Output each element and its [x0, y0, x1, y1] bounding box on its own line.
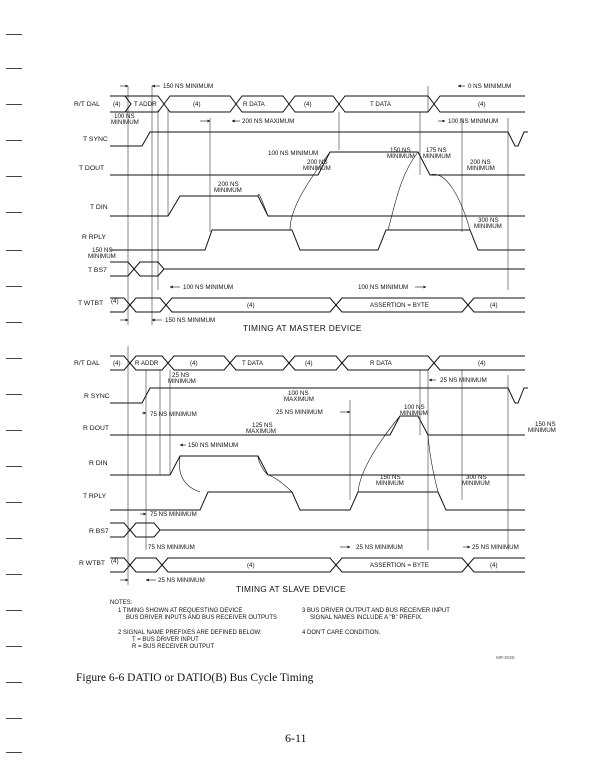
- slave-dal-waveform: [110, 356, 525, 370]
- slave-wtbt-dontcare-1: (4): [111, 558, 119, 565]
- slave-sync-waveform: [110, 388, 528, 403]
- notes-header: NOTES:: [110, 600, 133, 606]
- master-dal-dontcare-3: (4): [304, 101, 312, 108]
- notes: [110, 600, 450, 650]
- master-rply-waveform: [110, 230, 525, 250]
- master-dal-dontcare-1: (4): [113, 101, 121, 108]
- master-dal-dontcare-4: (4): [478, 101, 486, 108]
- signal-t-wtbt: T WTBT: [78, 300, 104, 307]
- slave-dal-dontcare-2: (4): [190, 360, 198, 367]
- master-label-100ns-l2: MINIMUM: [111, 119, 139, 126]
- slave-label-25ns-w2: 25 NS MINIMUM: [472, 544, 519, 551]
- signal-rt-dal: R/T DAL: [74, 101, 100, 108]
- slave-label-125ns-l2: MAXIMUM: [246, 428, 276, 435]
- note-1-line-1: 1 TIMING SHOWN AT REQUESTING DEVICE: [118, 608, 243, 614]
- master-wtbt-dontcare-3: (4): [490, 302, 498, 309]
- note-1-line-2: BUS DRIVER INPUTS AND BUS RECEIVER OUTPUTS: [126, 615, 278, 621]
- slave-dal-addr: R ADDR: [135, 360, 159, 367]
- slave-wtbt-dontcare-2: (4): [247, 562, 255, 569]
- slave-label-75ns-c: 75 NS MINIMUM: [148, 544, 195, 551]
- slave-wtbt-waveform: [110, 558, 525, 572]
- figure-id-code: MR-6026: [496, 655, 515, 660]
- master-dal-waveform: [110, 96, 525, 112]
- master-label-150ns: 150 NS MINIMUM: [163, 83, 214, 90]
- master-dal-addr: T ADDR: [134, 101, 157, 108]
- master-title: TIMING AT MASTER DEVICE: [243, 323, 362, 333]
- note-3-line-1: 3 BUS DRIVER OUTPUT AND BUS RECEIVER INPUT: [302, 608, 450, 614]
- figure-caption: Figure 6-6 DATIO or DATIO(B) Bus Cycle Timing: [76, 672, 314, 684]
- note-4: 4 DON'T CARE CONDITION.: [302, 630, 381, 636]
- master-label-200ns-b-l1: 200 NS: [470, 159, 491, 166]
- note-2-line-3: R = BUS RECEIVER OUTPUT: [132, 644, 215, 650]
- slave-dout-waveform: [110, 416, 525, 435]
- slave-label-125ns-l1: 125 NS: [252, 422, 273, 429]
- signal-t-bs7: T BS7: [88, 267, 107, 274]
- signal-r-dout: R DOUT: [83, 425, 110, 432]
- slave-label-300ns-l2: MINIMUM: [462, 480, 490, 487]
- signal-r-sync: R SYNC: [84, 393, 110, 400]
- master-label-200ns-l2: MINIMUM: [303, 165, 331, 172]
- master-label-200ns-l1: 200 NS: [307, 159, 328, 166]
- master-bs7-waveform: [110, 262, 525, 276]
- slave-label-25ns-right: 25 NS MINIMUM: [440, 377, 487, 384]
- master-label-wtbt-100b: 100 NS MINIMUM: [358, 284, 409, 291]
- master-section: [74, 83, 528, 333]
- master-label-100ns-l1: 100 NS: [114, 113, 135, 120]
- master-label-din-200-l2: MINIMUM: [214, 187, 242, 194]
- slave-title: TIMING AT SLAVE DEVICE: [236, 584, 346, 594]
- slave-label-75ns: 75 NS MINIMUM: [150, 411, 197, 418]
- master-causal-curves: [258, 152, 470, 230]
- signal-t-din: T DIN: [90, 204, 108, 211]
- slave-label-25ns-w: 25 NS MINIMUM: [356, 544, 403, 551]
- slave-rply-waveform: [110, 492, 525, 510]
- slave-label-25ns-l2: MINIMUM: [168, 378, 196, 385]
- master-label-bs-150-l2: MINIMUM: [88, 253, 116, 260]
- master-label-175ns-l1: 175 NS: [426, 147, 447, 154]
- signal-t-dout: T DOUT: [79, 165, 105, 172]
- master-label-150ns-dout-l1: 150 NS: [390, 147, 411, 154]
- slave-label-150ns-min: 150 NS MINIMUM: [188, 442, 239, 449]
- master-wtbt-dontcare-2: (4): [247, 302, 255, 309]
- slave-label-25ns-bottom: 25 NS MINIMUM: [158, 577, 205, 584]
- master-label-100ns-right: 100 NS MINIMUM: [448, 118, 499, 125]
- slave-label-150ns-b-l2: MINIMUM: [376, 480, 404, 487]
- slave-label-150ns-r-l1: 150 NS: [535, 421, 556, 428]
- signal-t-rply: T RPLY: [83, 493, 107, 500]
- slave-label-150ns-b-l1: 150 NS: [380, 474, 401, 481]
- master-label-bs-150-l1: 150 NS: [92, 247, 113, 254]
- page-number: 6-11: [285, 731, 307, 745]
- slave-dal-rdata: R DATA: [370, 360, 392, 367]
- signal-r-bs7: R BS7: [89, 528, 109, 535]
- master-label-150ns-dout-l2: MINIMUM: [387, 153, 415, 160]
- master-dal-rdata: R DATA: [243, 101, 265, 108]
- master-label-wtbt-100a: 100 NS MINIMUM: [183, 284, 234, 291]
- slave-din-waveform: [110, 456, 525, 475]
- note-2-line-1: 2 SIGNAL NAME PREFIXES ARE DEFINED BELOW:: [118, 630, 262, 636]
- slave-wtbt-dontcare-3: (4): [490, 562, 498, 569]
- master-dal-dontcare-2: (4): [193, 101, 201, 108]
- signal-r-rply: R RPLY: [82, 234, 107, 241]
- slave-dal-dontcare-1: (4): [113, 360, 121, 367]
- slave-section: [74, 346, 556, 594]
- slave-bs7-waveform: [110, 523, 525, 537]
- master-din-waveform: [110, 196, 525, 216]
- signal-r-wtbt: R WTBT: [79, 560, 106, 567]
- master-wtbt-assert: ASSERTION = BYTE: [370, 302, 429, 309]
- note-2-line-2: T = BUS DRIVER INPUT: [132, 637, 199, 643]
- master-label-din-200-l1: 200 NS: [218, 181, 239, 188]
- slave-label-100ns-max-l1: 100 NS: [288, 390, 309, 397]
- slave-label-100ns-min-l1: 100 NS: [404, 404, 425, 411]
- master-wtbt-dontcare-1: (4): [111, 298, 119, 305]
- slave-label-25ns-mid: 25 NS MINIMUM: [276, 409, 323, 416]
- slave-label-100ns-max-l2: MAXIMUM: [284, 396, 314, 403]
- slave-dal-tdata: T DATA: [242, 360, 263, 367]
- slave-label-25ns-l1: 25 NS: [172, 372, 190, 379]
- master-label-200ns-max: 200 NS MAXIMUM: [242, 118, 295, 125]
- master-label-300ns-l2: MINIMUM: [474, 223, 502, 230]
- master-dal-tdata: T DATA: [370, 101, 391, 108]
- slave-dal-dontcare-3: (4): [305, 360, 313, 367]
- note-3-line-2: SIGNAL NAMES INCLUDE A "B" PREFIX.: [310, 615, 423, 621]
- slave-label-150ns-r-l2: MINIMUM: [528, 427, 556, 434]
- master-sync-waveform: [110, 132, 528, 146]
- signal-r-din: R DIN: [89, 460, 108, 467]
- master-label-300ns-l1: 300 NS: [478, 217, 499, 224]
- master-label-wtbt-150: 150 NS MINIMUM: [165, 317, 216, 324]
- signal-slave-dal: R/T DAL: [74, 360, 100, 367]
- master-label-100ns-mid: 100 NS MINIMUM: [268, 150, 319, 157]
- slave-label-75ns-b: 75 NS MINIMUM: [150, 511, 197, 518]
- master-label-175ns-l2: MINIMUM: [423, 153, 451, 160]
- signal-t-sync: T SYNC: [83, 136, 108, 143]
- master-label-200ns-b-l2: MINIMUM: [467, 165, 495, 172]
- slave-label-100ns-min-l2: MINIMUM: [400, 410, 428, 417]
- slave-wtbt-assert: ASSERTION = BYTE: [370, 562, 429, 569]
- slave-label-300ns-l1: 300 NS: [466, 474, 487, 481]
- slave-dal-dontcare-4: (4): [478, 360, 486, 367]
- master-label-0ns: 0 NS MINIMUM: [468, 83, 512, 90]
- master-wtbt-waveform: [110, 298, 525, 312]
